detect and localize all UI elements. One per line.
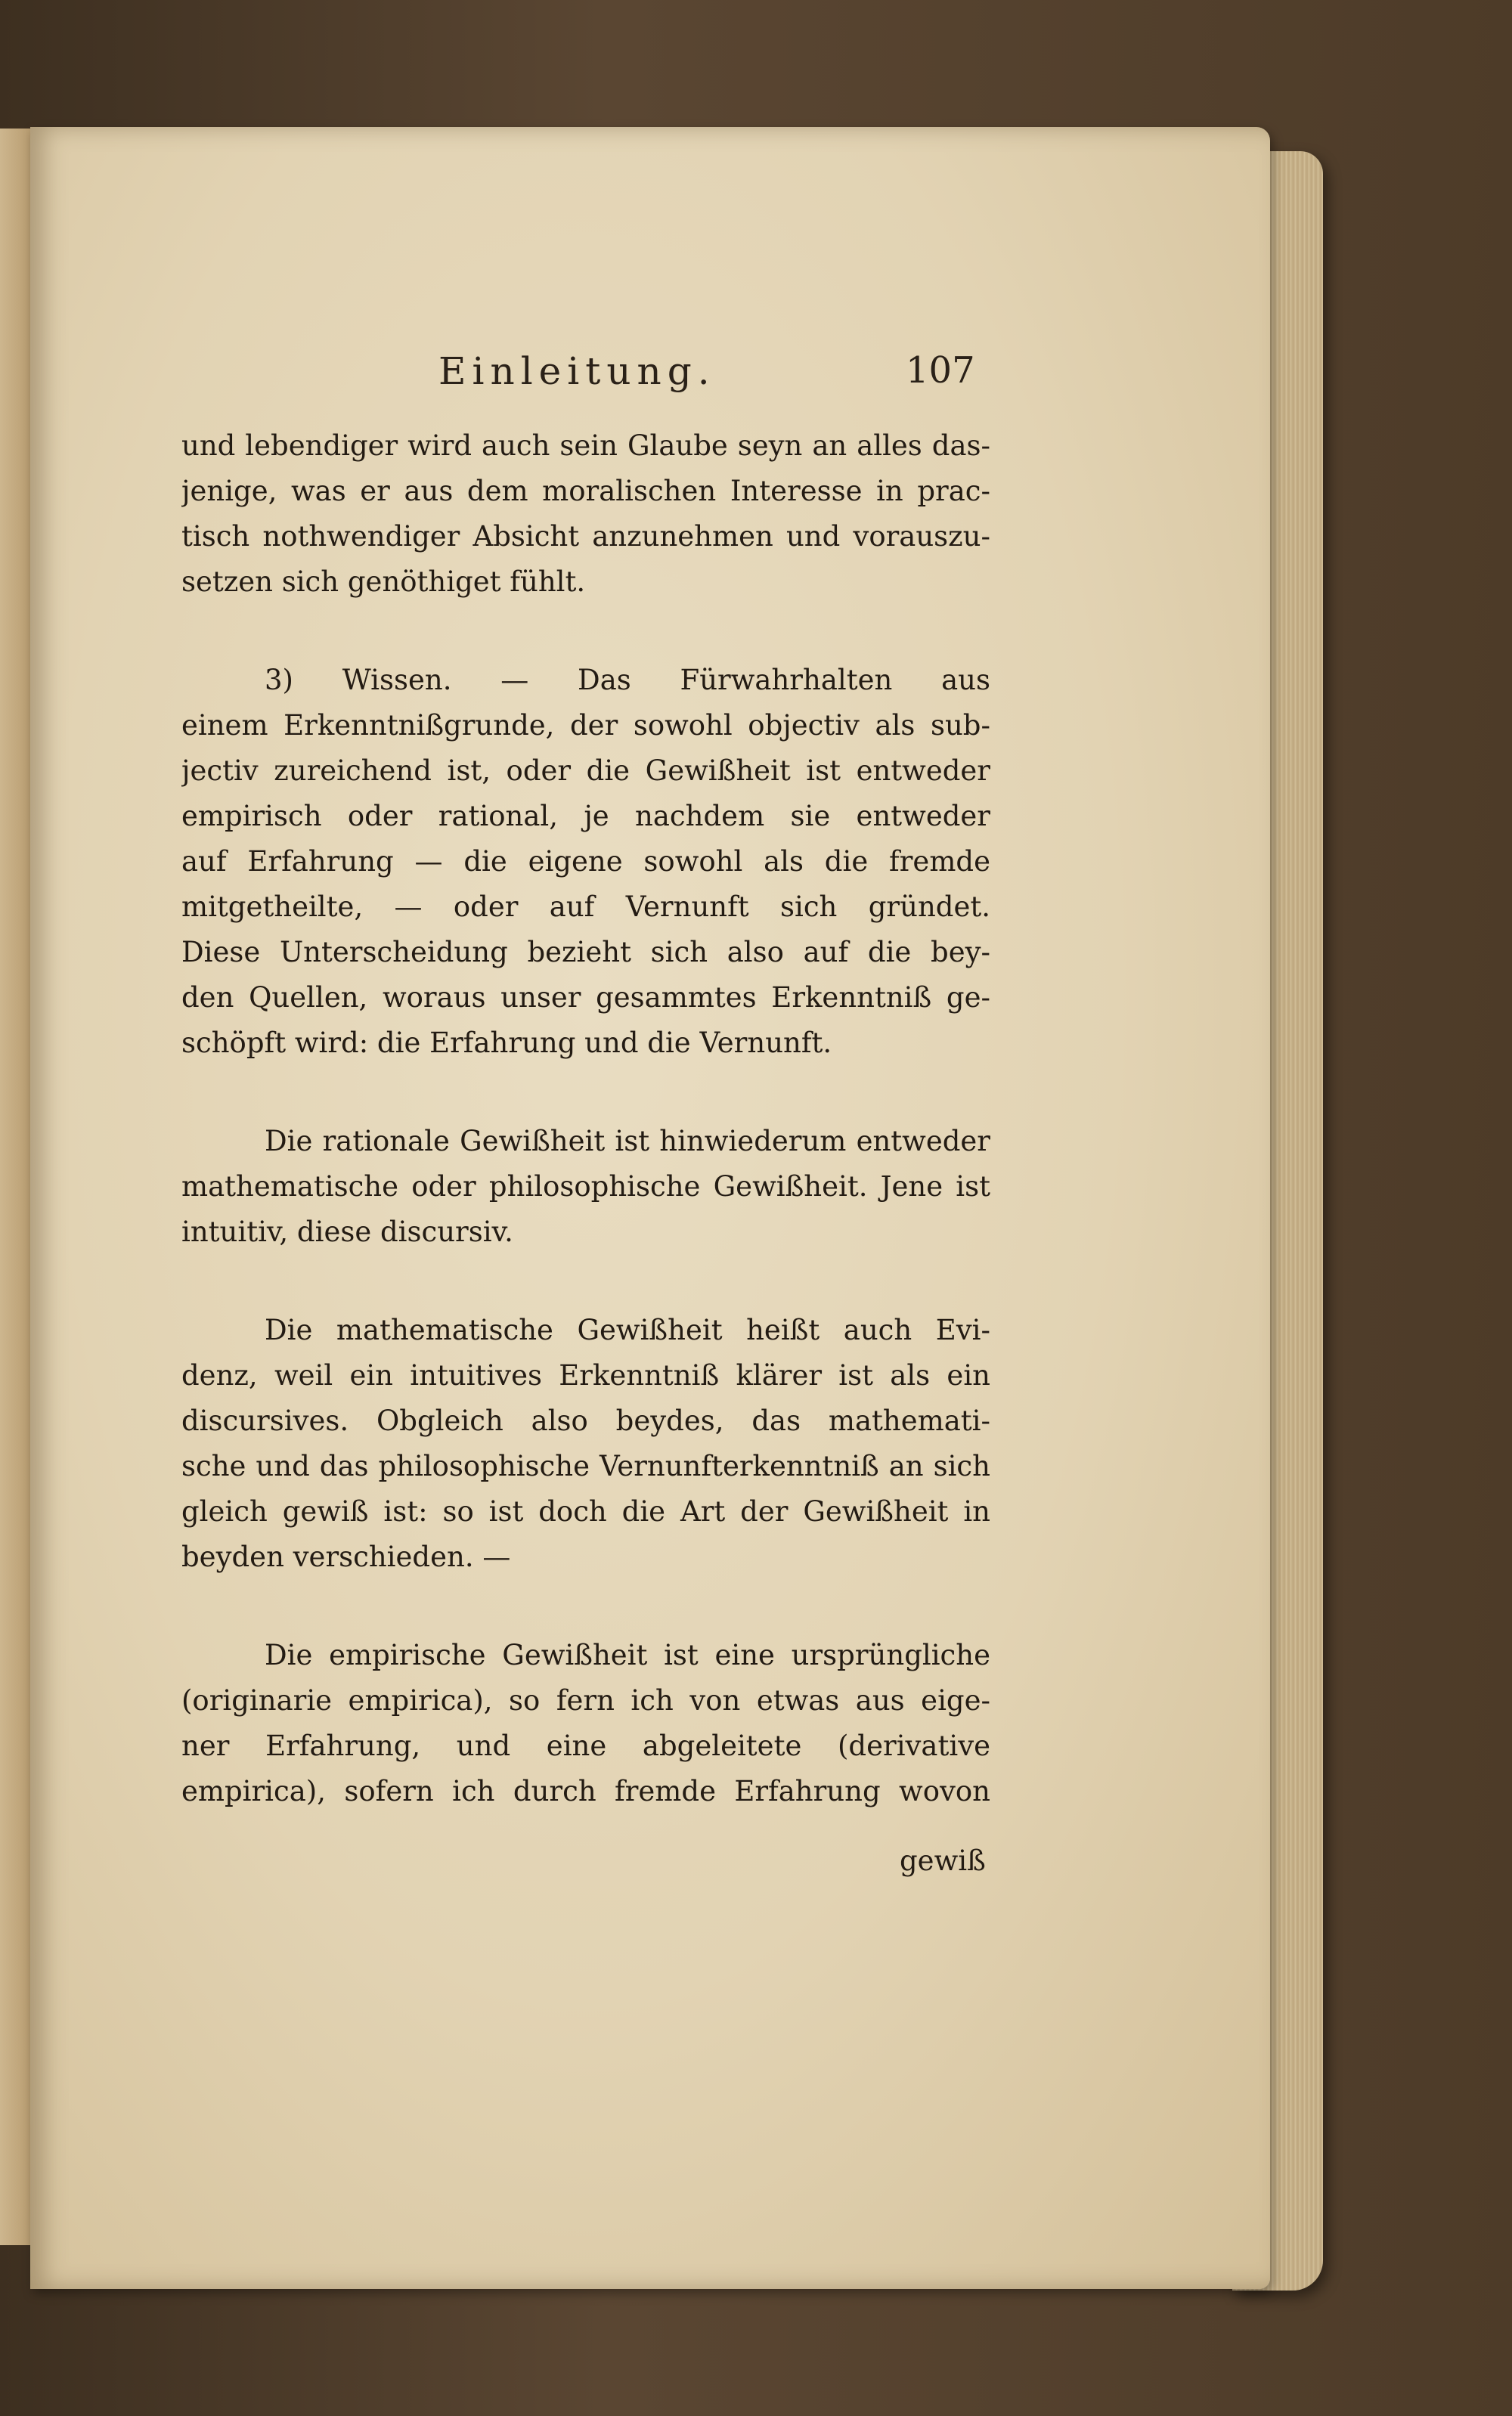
previous-page-edge: [0, 129, 34, 2245]
text-line: mathematische oder philosophische Gewißheit. Jene ist: [181, 1170, 990, 1203]
text-line: (originarie empirica), so fern ich von etwas aus eige-: [181, 1684, 990, 1717]
paragraph-2: [181, 658, 990, 1066]
text-line: denz, weil ein intuitives Erkenntniß klärer ist als ein: [181, 1359, 990, 1392]
text-line: jectiv zureichend ist, oder die Gewißheit ist entweder: [181, 754, 990, 787]
catchword: gewiß: [900, 1845, 986, 1877]
text-line: und lebendiger wird auch sein Glaube seyn an alles das-: [181, 429, 990, 462]
text-line: intuitiv, diese discursiv.: [181, 1216, 513, 1248]
text-line: discursives. Obgleich also beydes, das mathemati-: [181, 1405, 990, 1437]
running-head: Einleitung.: [438, 349, 716, 393]
text-line: ner Erfahrung, und eine abgeleitete (derivative: [181, 1730, 990, 1762]
text-line: 3) Wissen. — Das Fürwahrhalten aus: [265, 664, 990, 696]
paragraph-4: [181, 1308, 990, 1580]
page-number: 107: [906, 349, 975, 392]
body-text: [181, 423, 990, 1814]
text-line: mitgetheilte, — oder auf Vernunft sich gründet.: [181, 891, 990, 923]
text-line: empirisch oder rational, je nachdem sie entweder: [181, 800, 990, 832]
paragraph-3: [181, 1119, 990, 1255]
text-line: den Quellen, woraus unser gesammtes Erkenntniß ge-: [181, 981, 990, 1014]
text-line: gleich gewiß ist: so ist doch die Art der Gewißheit in: [181, 1495, 990, 1528]
text-line: Diese Unterscheidung bezieht sich also auf die bey-: [181, 936, 990, 968]
paragraph-5: [181, 1633, 990, 1814]
text-line: beyden verschieden. —: [181, 1541, 511, 1573]
text-line: auf Erfahrung — die eigene sowohl als die fremde: [181, 845, 990, 878]
text-line: einem Erkenntnißgrunde, der sowohl objectiv als sub-: [181, 709, 990, 742]
text-line: schöpft wird: die Erfahrung und die Vernunft.: [181, 1027, 832, 1059]
text-line: empirica), sofern ich durch fremde Erfahrung wovon: [181, 1775, 990, 1807]
text-line: jenige, was er aus dem moralischen Interesse in prac-: [181, 475, 990, 507]
text-line: Die empirische Gewißheit ist eine ursprüngliche: [265, 1639, 990, 1671]
text-line: setzen sich genöthiget fühlt.: [181, 565, 586, 598]
text-line: Die rationale Gewißheit ist hinwiederum entweder: [265, 1125, 990, 1157]
text-line: tisch nothwendiger Absicht anzunehmen und vorauszu-: [181, 520, 990, 553]
text-line: Die mathematische Gewißheit heißt auch Evi-: [265, 1314, 990, 1346]
paragraph-1: [181, 423, 990, 605]
text-line: sche und das philosophische Vernunfterkenntniß an sich: [181, 1450, 990, 1482]
